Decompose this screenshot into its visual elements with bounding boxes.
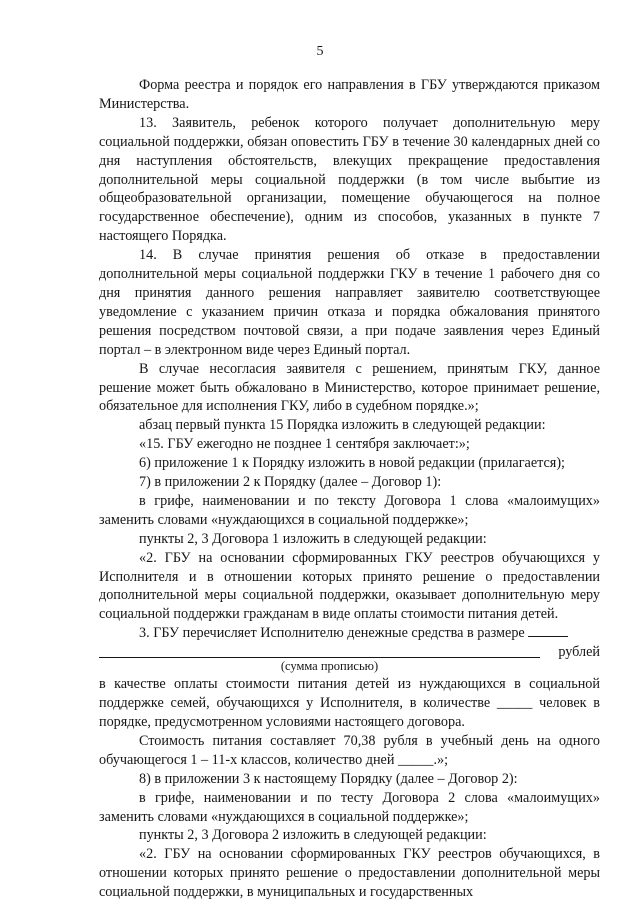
money-amount-line	[99, 643, 600, 662]
paragraph: в грифе, наименовании и по тексту Договора 1 слова «малоимущих» заменить словами «нуждающихся в социальной поддержке»;	[99, 492, 600, 528]
paragraph: 14. В случае принятия решения об отказе в предоставлении дополнительной меры социальной поддержки ГКУ в течение 1 рабочего дня со дня принятия данного решения направляет заявителю соответствующее уведомление с указанием причин отказа и порядка обжалования принятого решения посредством почтовой связи, а при подаче заявления через Единый портал – в электронном виде через Единый портал.	[99, 247, 600, 358]
money-blank	[528, 624, 568, 637]
paragraph-money-text: 3. ГБУ перечисляет Исполнителю денежные средства в размере	[139, 625, 525, 642]
paragraph: в грифе, наименовании и по тесту Договора 2 слова «малоимущих» заменить словами «нуждающихся в социальной поддержке»;	[99, 789, 600, 825]
paragraph: абзац первый пункта 15 Порядка изложить в следующей редакции:	[139, 417, 546, 434]
paragraph: Форма реестра и порядок его направления в ГБУ утверждаются приказом Министерства.	[99, 77, 600, 112]
page-number: 5	[316, 44, 324, 59]
paragraph: В случае несогласия заявителя с решением, принятым ГКУ, данное решение может быть обжаловано в Министерство, которое принимает решение, обязательное для исполнения ГКУ, либо в судебном порядке.»;	[99, 360, 600, 415]
paragraph: 7) в приложении 2 к Порядку (далее – Договор 1):	[139, 474, 442, 491]
paragraph: пункты 2, 3 Договора 2 изложить в следующей редакции:	[139, 827, 487, 844]
paragraph: пункты 2, 3 Договора 1 изложить в следующей редакции:	[139, 530, 487, 547]
paragraph: 13. Заявитель, ребенок которого получает дополнительную меру социальной поддержки, обязан оповестить ГБУ в течение 30 календарных дней со дня наступления обстоятельств, влекущих прекращение предоставления дополнительной меры социальной поддержки (в том числе выбытие из общеобразовательной организации, помещение обучающегося на полное государственное обеспечение), одним из способов, указанных в пункте 7 настоящего Порядка.	[99, 114, 600, 245]
document-body	[99, 76, 600, 902]
paragraph: 6) приложение 1 к Порядку изложить в новой редакции (прилагается);	[139, 455, 565, 472]
paragraph: 8) в приложении 3 к настоящему Порядку (далее – Договор 2):	[139, 770, 518, 787]
amount-caption: (сумма прописью)	[280, 659, 379, 674]
paragraph: Стоимость питания составляет 70,38 рубля в учебный день на одного обучающегося 1 – 11-х классов, количество дней _____.»;	[99, 732, 600, 768]
paragraph: в качестве оплаты стоимости питания детей из нуждающихся в социальной поддержке семей, обучающихся у Исполнителя, в количестве _____ человек в порядке, предусмотренном условиями настоящего договора.	[99, 676, 600, 730]
amount-rule	[99, 657, 540, 658]
rubles-word: рублей	[558, 644, 600, 661]
paragraph: «15. ГБУ ежегодно не позднее 1 сентября заключает:»;	[139, 436, 470, 453]
paragraph: «2. ГБУ на основании сформированных ГКУ реестров обучающихся, в отношении которых принято решение о предоставлении дополнительной меры социальной поддержки, в муниципальных и государственных	[99, 846, 600, 901]
paragraph-money	[99, 624, 600, 643]
paragraph: «2. ГБУ на основании сформированных ГКУ реестров обучающихся у Исполнителя и в отношении которых принято решение о предоставлении дополнительной меры социальной поддержки, оказывает дополнительную меру социальной поддержки гражданам в виде оплаты стоимости питания детей.	[99, 549, 600, 623]
